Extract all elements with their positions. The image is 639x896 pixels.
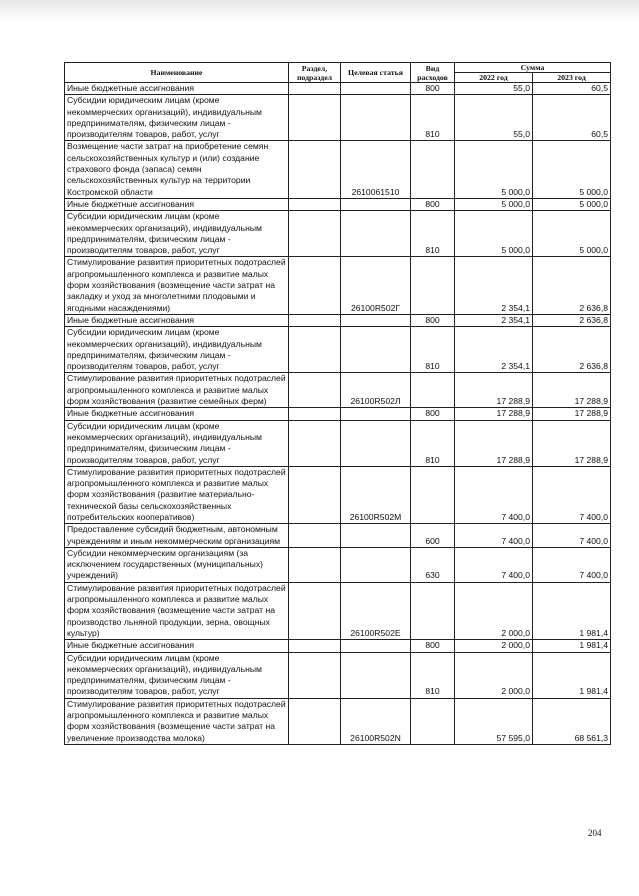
- cell-expense-type: 800: [411, 198, 455, 210]
- table-row: [65, 373, 611, 408]
- cell-expense-type: 810: [411, 95, 455, 141]
- cell-name: Стимулирование развития приоритетных подотраслей агропромышленного комплекса и развитие малых форм хозяйствования (возмещение части затрат на закладку и уход за многолетними плодовыми и ягодными насаждениями): [65, 257, 289, 314]
- cell-sum-2022: 2 354,1: [455, 257, 533, 314]
- cell-section: [289, 373, 341, 408]
- cell-sum-2022: 5 000,0: [455, 211, 533, 257]
- header-section: Раздел, подраздел: [289, 63, 341, 83]
- header-year-2022: 2022 год: [455, 73, 533, 83]
- table-row: [65, 420, 611, 466]
- cell-name: Субсидии юридическим лицам (кроме некоммерческих организаций), индивидуальным предпринимателям, физическим лицам - производителям товаров, работ, услуг: [65, 95, 289, 141]
- cell-expense-type: [411, 582, 455, 639]
- cell-expense-type: 810: [411, 652, 455, 698]
- table-row: [65, 524, 611, 548]
- cell-sum-2023: 17 288,9: [533, 408, 611, 420]
- cell-name: Стимулирование развития приоритетных подотраслей агропромышленного комплекса и развитие малых форм хозяйствования (развитие материально-технической базы сельскохозяйственных потребительских кооперативов): [65, 466, 289, 523]
- cell-expense-type: 630: [411, 547, 455, 582]
- cell-sum-2023: 7 400,0: [533, 547, 611, 582]
- cell-expense-type: [411, 257, 455, 314]
- budget-table: [64, 62, 611, 745]
- cell-target: [341, 408, 411, 420]
- cell-name: Стимулирование развития приоритетных подотраслей агропромышленного комплекса и развитие малых форм хозяйствования (развитие семейных ферм): [65, 373, 289, 408]
- table-row: [65, 95, 611, 141]
- cell-sum-2022: 7 400,0: [455, 547, 533, 582]
- cell-target: 26100R502Е: [341, 582, 411, 639]
- header-name: Наименование: [65, 63, 289, 83]
- cell-sum-2022: 2 000,0: [455, 652, 533, 698]
- cell-sum-2023: 68 561,3: [533, 698, 611, 744]
- cell-section: [289, 652, 341, 698]
- cell-section: [289, 327, 341, 373]
- cell-section: [289, 314, 341, 326]
- cell-sum-2023: 2 636,8: [533, 314, 611, 326]
- cell-sum-2022: 2 354,1: [455, 314, 533, 326]
- cell-sum-2023: 17 288,9: [533, 420, 611, 466]
- cell-sum-2023: 60,5: [533, 95, 611, 141]
- cell-name: Субсидии юридическим лицам (кроме некоммерческих организаций), индивидуальным предпринимателям, физическим лицам - производителям товаров, работ, услуг: [65, 211, 289, 257]
- cell-section: [289, 257, 341, 314]
- cell-sum-2022: 5 000,0: [455, 198, 533, 210]
- cell-section: [289, 698, 341, 744]
- cell-sum-2023: 7 400,0: [533, 466, 611, 523]
- cell-target: [341, 524, 411, 548]
- cell-section: [289, 547, 341, 582]
- cell-name: Стимулирование развития приоритетных подотраслей агропромышленного комплекса и развитие малых форм хозяйствования (возмещение части затрат на производство льняной продукции, зерна, овощных культур): [65, 582, 289, 639]
- cell-section: [289, 640, 341, 652]
- cell-name: Субсидии некоммерческим организациям (за исключением государственных (муниципальных) учреждений): [65, 547, 289, 582]
- cell-expense-type: [411, 698, 455, 744]
- cell-sum-2023: 2 636,8: [533, 257, 611, 314]
- table-row: [65, 408, 611, 420]
- cell-expense-type: 800: [411, 314, 455, 326]
- cell-sum-2023: 5 000,0: [533, 198, 611, 210]
- cell-sum-2022: 17 288,9: [455, 408, 533, 420]
- cell-section: [289, 466, 341, 523]
- cell-target: [341, 314, 411, 326]
- cell-expense-type: [411, 141, 455, 198]
- cell-section: [289, 211, 341, 257]
- table-row: [65, 652, 611, 698]
- cell-sum-2022: 17 288,9: [455, 373, 533, 408]
- cell-expense-type: 810: [411, 327, 455, 373]
- cell-sum-2022: 55,0: [455, 95, 533, 141]
- table-row: [65, 547, 611, 582]
- cell-name: Иные бюджетные ассигнования: [65, 198, 289, 210]
- cell-section: [289, 582, 341, 639]
- table-row: [65, 698, 611, 744]
- cell-name: Субсидии юридическим лицам (кроме некоммерческих организаций), индивидуальным предпринимателям, физическим лицам - производителям товаров, работ, услуг: [65, 652, 289, 698]
- cell-expense-type: 810: [411, 211, 455, 257]
- cell-sum-2023: 17 288,9: [533, 373, 611, 408]
- cell-sum-2023: 2 636,8: [533, 327, 611, 373]
- cell-section: [289, 408, 341, 420]
- cell-sum-2022: 2 000,0: [455, 582, 533, 639]
- cell-expense-type: 600: [411, 524, 455, 548]
- cell-target: [341, 547, 411, 582]
- cell-sum-2022: 55,0: [455, 83, 533, 95]
- cell-expense-type: [411, 466, 455, 523]
- cell-sum-2022: 5 000,0: [455, 141, 533, 198]
- cell-expense-type: 800: [411, 83, 455, 95]
- cell-name: Иные бюджетные ассигнования: [65, 408, 289, 420]
- cell-target: [341, 640, 411, 652]
- cell-section: [289, 420, 341, 466]
- cell-name: Предоставление субсидий бюджетным, автономным учреждениям и иным некоммерческим организациям: [65, 524, 289, 548]
- cell-target: [341, 211, 411, 257]
- cell-sum-2022: 57 595,0: [455, 698, 533, 744]
- cell-target: 26100R502М: [341, 466, 411, 523]
- cell-sum-2023: 60,5: [533, 83, 611, 95]
- cell-target: 2610061510: [341, 141, 411, 198]
- header-target: Целевая статья: [341, 63, 411, 83]
- cell-target: [341, 198, 411, 210]
- cell-target: 26100R502Л: [341, 373, 411, 408]
- cell-section: [289, 95, 341, 141]
- cell-section: [289, 83, 341, 95]
- cell-section: [289, 141, 341, 198]
- cell-expense-type: [411, 373, 455, 408]
- cell-target: 26100R502N: [341, 698, 411, 744]
- table-row: [65, 314, 611, 326]
- cell-name: Иные бюджетные ассигнования: [65, 640, 289, 652]
- table-row: [65, 582, 611, 639]
- cell-target: 26100R502Г: [341, 257, 411, 314]
- cell-target: [341, 327, 411, 373]
- cell-expense-type: 800: [411, 408, 455, 420]
- cell-name: Иные бюджетные ассигнования: [65, 83, 289, 95]
- scan-edge: [0, 0, 639, 22]
- table-row: [65, 198, 611, 210]
- cell-sum-2022: 2 354,1: [455, 327, 533, 373]
- header-expense-type: Вид расходов: [411, 63, 455, 83]
- cell-sum-2022: 7 400,0: [455, 466, 533, 523]
- cell-name: Стимулирование развития приоритетных подотраслей агропромышленного комплекса и развитие малых форм хозяйствования (возмещение части затрат на увеличение производства молока): [65, 698, 289, 744]
- table-row: [65, 327, 611, 373]
- header-year-2023: 2023 год: [533, 73, 611, 83]
- table-body: [65, 83, 611, 745]
- cell-sum-2023: 5 000,0: [533, 141, 611, 198]
- cell-target: [341, 95, 411, 141]
- cell-sum-2023: 1 981,4: [533, 582, 611, 639]
- cell-expense-type: 810: [411, 420, 455, 466]
- cell-name: Иные бюджетные ассигнования: [65, 314, 289, 326]
- cell-sum-2022: 7 400,0: [455, 524, 533, 548]
- cell-sum-2023: 1 981,4: [533, 640, 611, 652]
- cell-sum-2023: 5 000,0: [533, 211, 611, 257]
- cell-name: Возмещение части затрат на приобретение семян сельскохозяйственных культур и (или) создание страхового фонда (запаса) семян сельскохозяйственных культур на территории Костромской области: [65, 141, 289, 198]
- cell-name: Субсидии юридическим лицам (кроме некоммерческих организаций), индивидуальным предпринимателям, физическим лицам - производителям товаров, работ, услуг: [65, 327, 289, 373]
- cell-sum-2022: 2 000,0: [455, 640, 533, 652]
- header-sum: Сумма: [455, 63, 611, 73]
- page-number: 204: [588, 828, 602, 838]
- cell-target: [341, 420, 411, 466]
- cell-sum-2023: 7 400,0: [533, 524, 611, 548]
- cell-name: Субсидии юридическим лицам (кроме некоммерческих организаций), индивидуальным предпринимателям, физическим лицам - производителям товаров, работ, услуг: [65, 420, 289, 466]
- cell-sum-2023: 1 981,4: [533, 652, 611, 698]
- cell-section: [289, 198, 341, 210]
- cell-expense-type: 800: [411, 640, 455, 652]
- table-row: [65, 83, 611, 95]
- cell-target: [341, 652, 411, 698]
- table-row: [65, 466, 611, 523]
- table-row: [65, 211, 611, 257]
- table-row: [65, 640, 611, 652]
- table-row: [65, 141, 611, 198]
- table-row: [65, 257, 611, 314]
- cell-section: [289, 524, 341, 548]
- cell-target: [341, 83, 411, 95]
- cell-sum-2022: 17 288,9: [455, 420, 533, 466]
